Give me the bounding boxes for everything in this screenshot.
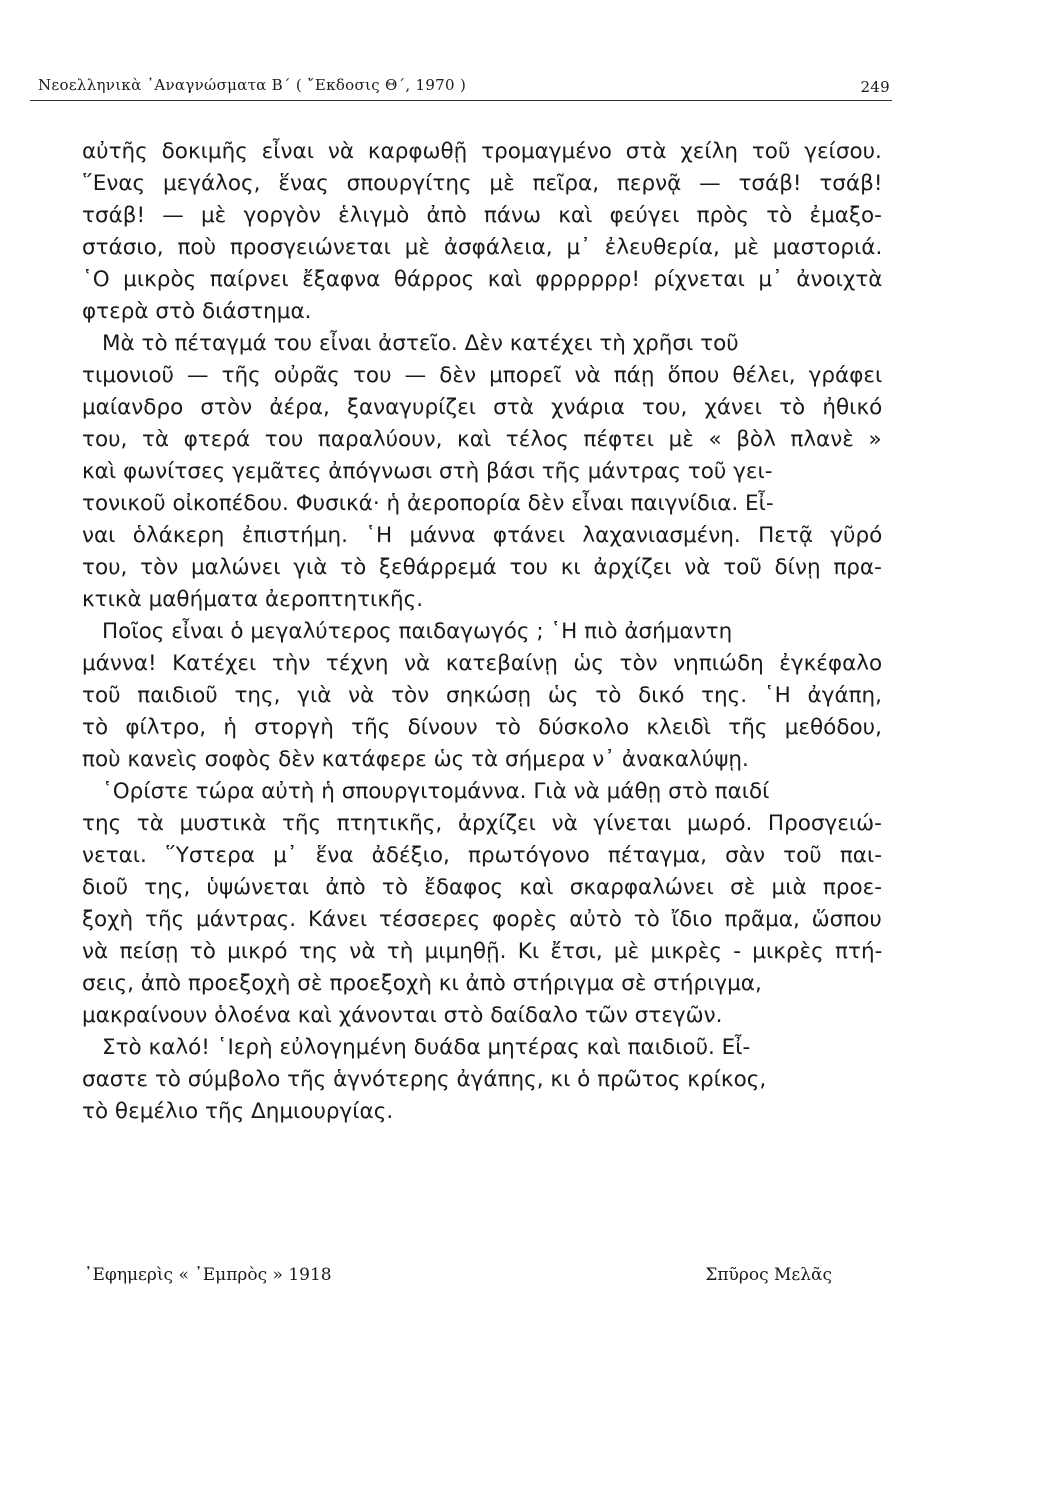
running-title: Νεοελληνικὰ ᾿Αναγνώσματα Β΄ ( ῎Εκδοσις Θ΄, 1970 ) (38, 76, 467, 94)
header-rule (30, 100, 892, 101)
text-line: ποὺ κανεὶς σοφὸς δὲν κατάφερε ὡς τὰ σήμερα ν᾿ ἀνακαλύψῃ. (82, 747, 749, 772)
article-footer (84, 1265, 832, 1295)
text-line: αὐτῆς δοκιμῆς εἶναι νὰ καρφωθῇ τρομαγμένο στὰ χείλη τοῦ γείσου. (82, 139, 882, 164)
text-line: Στὸ καλό! ῾Ιερὴ εὐλογημένη δυάδα μητέρας καὶ παιδιοῦ. Εἶ- (102, 1035, 751, 1060)
article-body (82, 136, 882, 1128)
text-line: μακραίνουν ὁλοένα καὶ χάνονται στὸ δαίδαλο τῶν στεγῶν. (82, 1003, 723, 1028)
paragraph (82, 616, 882, 776)
paragraph (82, 776, 882, 1032)
text-line: ῞Ενας μεγάλος, ἕνας σπουργίτης μὲ πεῖρα, περνᾷ — τσάβ! τσάβ! (82, 171, 883, 196)
text-line: ῾Ο μικρὸς παίρνει ἔξαφνα θάρρος καὶ φρρρρρρ! ρίχνεται μ᾿ ἀνοιχτὰ (82, 267, 883, 292)
text-line: νεται. ῞Υστερα μ᾿ ἕνα ἀδέξιο, πρωτόγονο πέταγμα, σὰν τοῦ παι- (82, 843, 883, 868)
paragraph (82, 328, 882, 616)
page-number: 249 (860, 78, 890, 96)
text-line: τιμονιοῦ — τῆς οὐρᾶς του — δὲν μπορεῖ νὰ πάῃ ὅπου θέλει, γράφει (82, 363, 883, 388)
text-line: του, τὰ φτερά του παραλύουν, καὶ τέλος πέφτει μὲ « βὸλ πλανὲ » (82, 427, 882, 452)
text-line: του, τὸν μαλώνει γιὰ τὸ ξεθάρρεμά του κι ἀρχίζει νὰ τοῦ δίνῃ πρα- (82, 555, 882, 580)
text-line: της τὰ μυστικὰ τῆς πτητικῆς, ἀρχίζει νὰ γίνεται μωρό. Προσγειώ- (82, 811, 882, 836)
text-line: ναι ὁλάκερη ἐπιστήμη. ῾Η μάννα φτάνει λαχανιασμένη. Πετᾷ γῦρό (82, 523, 883, 548)
paragraph (82, 136, 882, 328)
text-line: τονικοῦ οἰκοπέδου. Φυσικά· ἡ ἀεροπορία δὲν εἶναι παιγνίδια. Εἶ- (82, 491, 774, 516)
text-line: Ποῖος εἶναι ὁ μεγαλύτερος παιδαγωγός ; ῾Η πιὸ ἀσήμαντη (102, 619, 733, 644)
text-line: ξοχὴ τῆς μάντρας. Κάνει τέσσερες φορὲς αὐτὸ τὸ ἴδιο πρᾶμα, ὥσπου (82, 907, 882, 932)
text-line: σεις, ἀπὸ προεξοχὴ σὲ προεξοχὴ κι ἀπὸ στήριγμα σὲ στήριγμα, (82, 971, 762, 996)
text-line: ῾Ορίστε τώρα αὐτὴ ἡ σπουργιτομάννα. Γιὰ νὰ μάθῃ στὸ παιδί (102, 779, 770, 804)
source-citation: ᾿Εφημερὶς « ᾿Εμπρὸς » 1918 (84, 1265, 332, 1285)
text-line: μάννα! Κατέχει τὴν τέχνη νὰ κατεβαίνῃ ὡς τὸν νηπιώδη ἐγκέφαλο (82, 651, 883, 676)
text-line: τσάβ! — μὲ γοργὸν ἑλιγμὸ ἀπὸ πάνω καὶ φεύγει πρὸς τὸ ἐμαξο- (82, 203, 882, 228)
running-header (38, 76, 890, 102)
text-line: τοῦ παιδιοῦ της, γιὰ νὰ τὸν σηκώσῃ ὡς τὸ δικό της. ῾Η ἀγάπη, (82, 683, 883, 708)
paragraph (82, 1032, 882, 1128)
text-line: τὸ θεμέλιο τῆς Δημιουργίας. (82, 1099, 394, 1124)
text-line: Μὰ τὸ πέταγμά του εἶναι ἀστεῖο. Δὲν κατέχει τὴ χρῆσι τοῦ (102, 331, 739, 356)
text-line: τὸ φίλτρο, ἡ στοργὴ τῆς δίνουν τὸ δύσκολο κλειδὶ τῆς μεθόδου, (82, 715, 882, 740)
text-line: μαίανδρο στὸν ἀέρα, ξαναγυρίζει στὰ χνάρια του, χάνει τὸ ἠθικό (82, 395, 883, 420)
text-line: σαστε τὸ σύμβολο τῆς ἁγνότερης ἀγάπης, κι ὁ πρῶτος κρίκος, (82, 1067, 767, 1092)
text-line: διοῦ της, ὑψώνεται ἀπὸ τὸ ἔδαφος καὶ σκαρφαλώνει σὲ μιὰ προε- (82, 875, 883, 900)
author-name: Σπῦρος Μελᾶς (705, 1265, 832, 1285)
text-line: στάσιο, ποὺ προσγειώνεται μὲ ἀσφάλεια, μ᾿ ἐλευθερία, μὲ μαστοριά. (82, 235, 883, 260)
text-line: καὶ φωνίτσες γεμᾶτες ἀπόγνωσι στὴ βάσι τῆς μάντρας τοῦ γει- (82, 459, 773, 484)
text-line: φτερὰ στὸ διάστημα. (82, 299, 312, 324)
text-line: κτικὰ μαθήματα ἀεροπτητικῆς. (82, 587, 424, 612)
text-line: νὰ πείσῃ τὸ μικρό της νὰ τὴ μιμηθῇ. Κι ἔτσι, μὲ μικρὲς - μικρὲς πτή- (82, 939, 883, 964)
